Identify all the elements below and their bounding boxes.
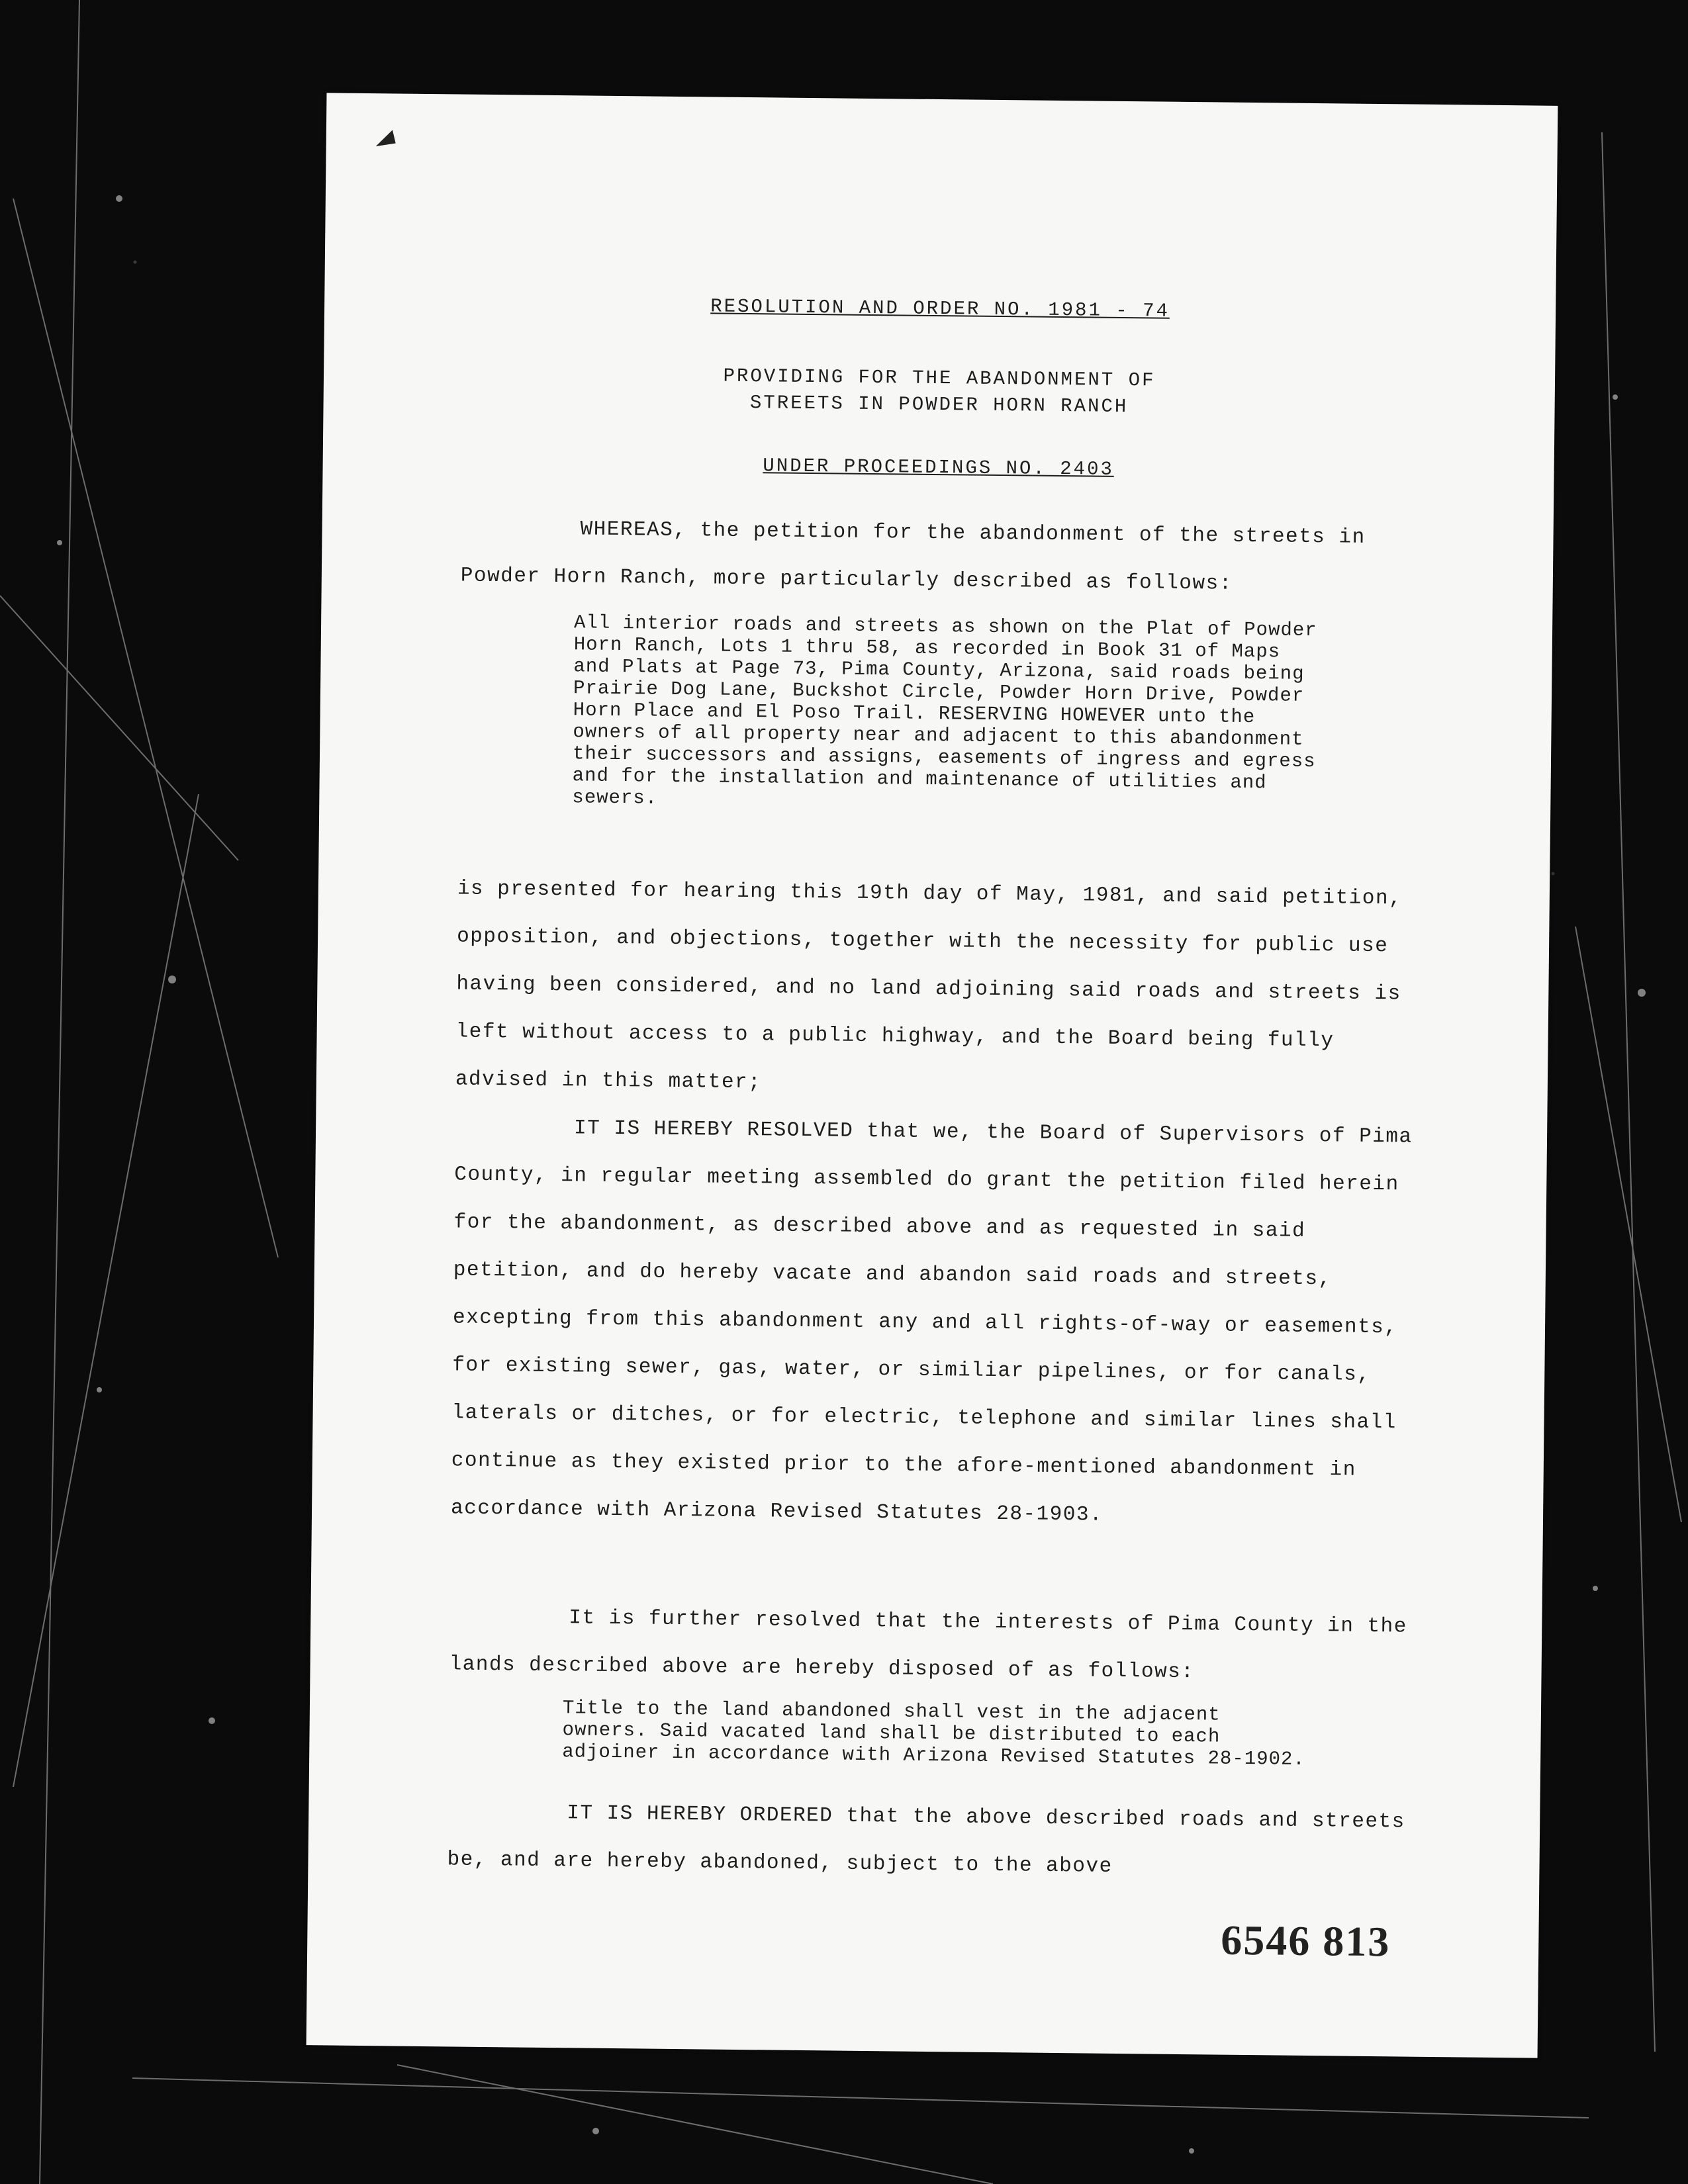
hearing-text: is presented for hearing this 19th day of May, 1981, and said petition, opposition, and objections, together with the necessity for public use having been considered, and no land adjoining said roads and streets is left without access to a public highway, and the Board being fully advised in this matter; [455, 877, 1403, 1095]
further-text: It is further resolved that the interests of Pima County in the lands described above are hereby disposed of as follows: [449, 1606, 1407, 1684]
whereas-paragraph [460, 505, 1440, 610]
document-stamp-number: 6546 813 [1220, 1916, 1391, 1966]
resolved-text: IT IS HEREBY RESOLVED that we, the Board of Supervisors of Pima County, in regular meeting assembled do grant the petition filed herein for the abandonment, as described above and as requested in said petition, and do hereby vacate and abandon said roads and streets, excepting from this abandonment any and all rights-of-way or easements, for existing sewer, gas, water, or similiar pipelines, or for canals, laterals or ditches, or for electric, telephone and similar lines shall continue as they existed prior to the afore-mentioned abandonment in accordance with Arizona Revised Statutes 28-1903. [450, 1116, 1413, 1527]
ordered-text: IT IS HEREBY ORDERED that the above described roads and streets be, and are hereby abandoned, subject to the above [447, 1801, 1405, 1878]
title-vesting-block [562, 1697, 1317, 1770]
subtitle-line-2: STREETS IN POWDER HORN RANCH [749, 392, 1129, 418]
ordered-paragraph [447, 1788, 1427, 1893]
further-paragraph [449, 1593, 1429, 1698]
description-block [572, 612, 1329, 816]
title-vesting-text: Title to the land abandoned shall vest in the adjacent owners. Said vacated land shall be distributed to each adjoiner in accordance with Arizona Revised Statutes 28-1902. [562, 1697, 1305, 1770]
hearing-paragraph [455, 865, 1438, 1113]
subtitle-line-1: PROVIDING FOR THE ABANDONMENT OF [723, 365, 1156, 392]
corner-mark-icon [373, 126, 412, 154]
description-text: All interior roads and streets as shown on the Plat of Powder Horn Ranch, Lots 1 thru 58, as recorded in Book 31 of Maps and Plats at Page 73, Pima County, Arizona, said roads being Prairie Dog Lane, Buckshot Circle, Powder Horn Drive, Powder Horn Place and El Poso Trail. RESERVING HOWEVER unto the owners of all property near and adjacent to this abandonment their successors and assigns, easements of ingress and egress and for the installation and maintenance of utilities and sewers. [572, 612, 1317, 809]
resolution-title: RESOLUTION AND ORDER NO. 1981 - 74 [710, 295, 1170, 322]
document-page [306, 93, 1558, 2058]
proceedings-number: UNDER PROCEEDINGS NO. 2403 [763, 455, 1115, 480]
resolved-paragraph [451, 1103, 1435, 1542]
whereas-text: WHEREAS, the petition for the abandonment of the streets in Powder Horn Ranch, more particularly described as follows: [460, 518, 1366, 596]
